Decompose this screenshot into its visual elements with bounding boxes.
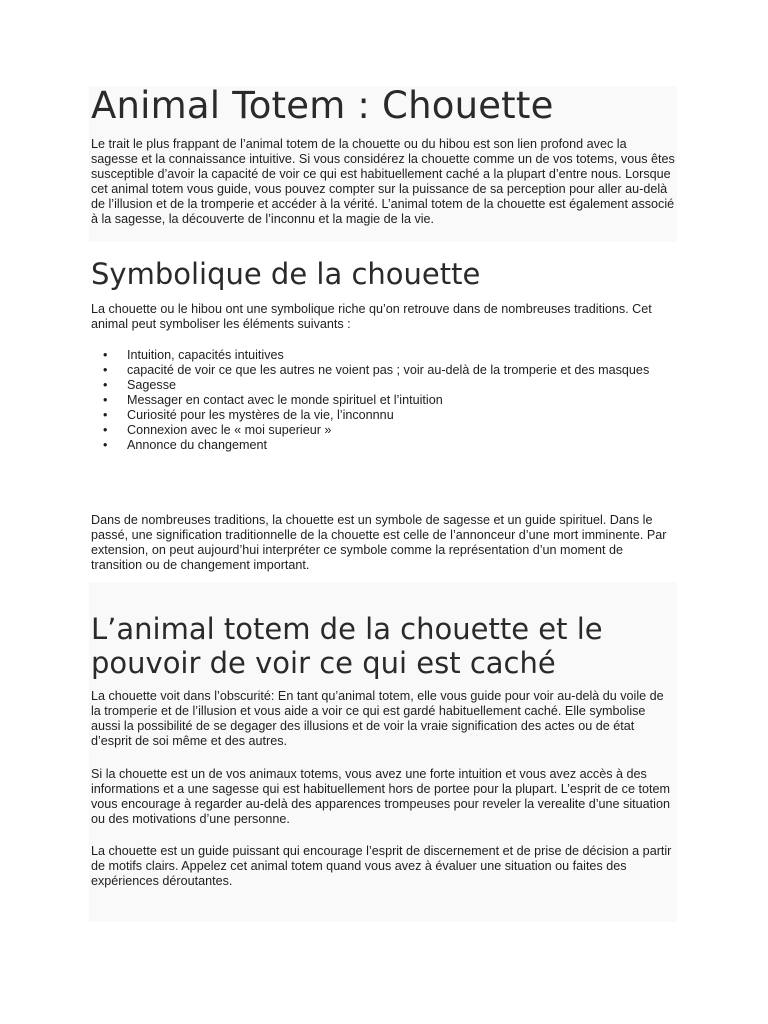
list-item-text: capacité de voir ce que les autres ne voient pas ; voir au-delà de la tromperie et des masques: [127, 363, 650, 377]
list-item: [91, 378, 675, 393]
bullet-icon: •: [103, 348, 108, 362]
bullet-icon: •: [103, 378, 108, 392]
list-item-text: Messager en contact avec le monde spirituel et l’intuition: [127, 393, 443, 407]
intro-paragraph: Le trait le plus frappant de l’animal totem de la chouette ou du hibou est son lien profond avec la sagesse et la connaissance intuitive. Si vous considérez la chouette comme un de vos totems, vous êtes susceptible d’avoir la capacité de voir ce qui est habituellement caché a la plupart d’entre nous. Lorsque cet animal totem vous guide, vous pouvez compter sur la puissance de sa perception pour aller au-delà de l’illusion et de la tromperie et accéder à la vérité. L’animal totem de la chouette est également associé à la sagesse, la découverte de l’inconnu et la magie de la vie.: [91, 137, 675, 226]
list-item: [91, 393, 675, 408]
bullet-icon: •: [103, 423, 108, 437]
bullet-icon: •: [103, 408, 108, 422]
list-item-text: Annonce du changement: [127, 438, 268, 452]
section2-paragraph-1: La chouette voit dans l’obscurité: En tant qu’animal totem, elle vous guide pour voir au-delà du voile de la tromperie et de l’illusion et vous aide a voir ce qui est gardé habituellement caché. Elle symbolise aussi la possibilité de se degager des illusions et de voir la vraie signification des actes ou de état d’esprit de soi même et des autres.: [91, 689, 664, 748]
list-item: [91, 438, 675, 453]
bullet-icon: •: [103, 363, 108, 377]
list-item: [91, 423, 675, 438]
section1-closing-paragraph: Dans de nombreuses traditions, la chouette est un symbole de sagesse et un guide spirituel. Dans le passé, une signification traditionnelle de la chouette est celle de l’annonceur d’une mort imminente. Par extension, on peut aujourd’hui interpréter ce symbole comme la représentation d’un moment de transition ou de changement important.: [91, 513, 667, 572]
section-heading-symbolique: Symbolique de la chouette: [91, 257, 481, 291]
list-item: [91, 348, 675, 363]
list-item: [91, 363, 675, 378]
list-item-text: Curiosité pour les mystères de la vie, l’inconnnu: [127, 408, 394, 422]
section-heading-pouvoir: L’animal totem de la chouette et le pouvoir de voir ce qui est caché: [91, 612, 603, 680]
section2-paragraph-2: Si la chouette est un de vos animaux totems, vous avez une forte intuition et vous avez accès à des informations et a une sagesse qui est habituellement hors de portee pour la plupart. L’esprit de ce totem vous encourage à regarder au-delà des apparences trompeuses pour reveler la verealite d’une situation ou des motivations d’une personne.: [91, 767, 670, 826]
bullet-icon: •: [103, 438, 108, 452]
section1-intro-paragraph: La chouette ou le hibou ont une symbolique riche qu’on retrouve dans de nombreuses traditions. Cet animal peut symboliser les éléments suivants :: [91, 302, 652, 331]
page-title: Animal Totem : Chouette: [91, 84, 554, 127]
section2-paragraph-3: La chouette est un guide puissant qui encourage l’esprit de discernement et de prise de décision a partir de motifs clairs. Appelez cet animal totem quand vous avez à évaluer une situation ou faites des expériences déroutantes.: [91, 844, 672, 888]
list-item: [91, 408, 675, 423]
symbol-list: [91, 348, 675, 453]
bullet-icon: •: [103, 393, 108, 407]
list-item-text: Connexion avec le « moi superieur »: [127, 423, 332, 437]
list-item-text: Intuition, capacités intuitives: [127, 348, 284, 362]
list-item-text: Sagesse: [127, 378, 177, 392]
